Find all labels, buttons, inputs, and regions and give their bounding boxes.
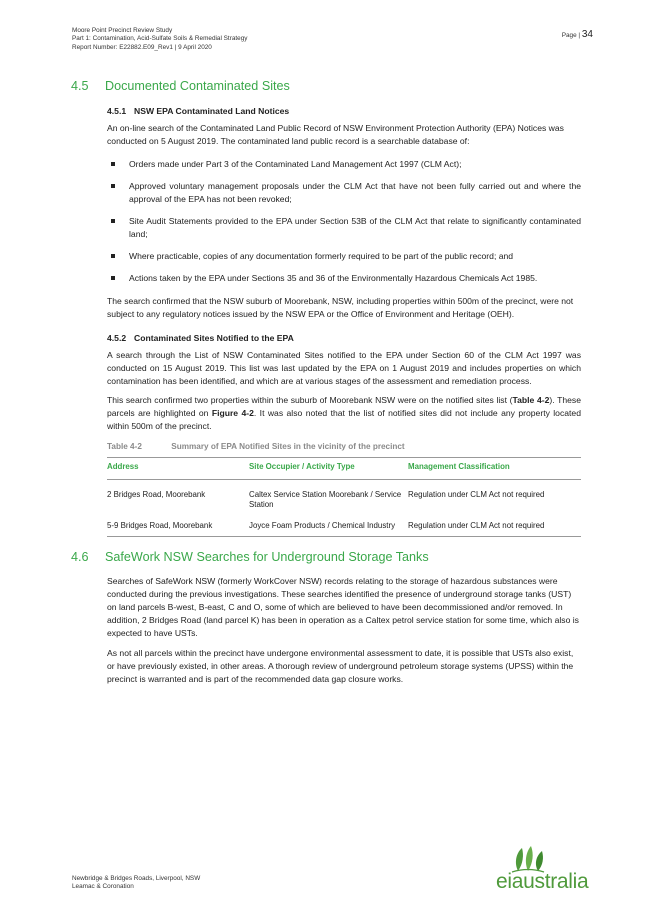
- logo-wordmark: eiaustralia: [496, 870, 589, 893]
- table-cell: Caltex Service Station Moorebank / Service Station: [249, 490, 402, 509]
- list-item: [107, 215, 581, 241]
- column-header-classification: Management Classification: [408, 458, 581, 480]
- column-header-occupier: Site Occupier / Activity Type: [249, 458, 408, 480]
- section-number: 4.6: [71, 550, 89, 564]
- table-caption: [107, 442, 581, 451]
- footer-line-2: Leamac & Coronation: [72, 883, 134, 891]
- leaf-logo-icon: [510, 845, 546, 873]
- table-caption-number: Table 4-2: [107, 442, 142, 451]
- list-item: [107, 250, 581, 263]
- text-run: ). These parcels are highlighted on: [107, 395, 581, 418]
- paragraph-upss-review: As not all parcels within the precinct have undergone environmental assessment to date, it is possible that USTs also exist, or have previously existed, in other areas. A thorough review of underground petroleum storage systems (UPSS) within the precinct is warranted and is part of the recommended data gap closure works.: [107, 648, 574, 684]
- subsection-4-5-1-heading: [107, 106, 581, 116]
- table-cell: 5-9 Bridges Road, Moorebank: [107, 515, 249, 537]
- header-line-2: Part 1: Contamination, Acid-Sulfate Soils & Remedial Strategy: [72, 35, 248, 43]
- running-footer: [72, 875, 200, 892]
- list-item: [107, 158, 581, 171]
- paragraph-search-conclusion: The search confirmed that the NSW suburb of Moorebank, NSW, including properties within 500m of the precinct, were not subject to any regulatory notices issued by the NSW EPA or the Office of Environment and Heritage (OEH).: [107, 296, 574, 319]
- figure-reference-link[interactable]: Figure 4-2: [211, 408, 254, 418]
- paragraph-search-results: [107, 394, 581, 433]
- text-run: . It was also noted that the list of notified sites did not include any property located within 500m of the precinct.: [107, 408, 581, 431]
- notified-sites-table: [107, 457, 581, 537]
- list-item: [107, 272, 581, 285]
- list-item-text: Actions taken by the EPA under Sections 35 and 36 of the Environmentally Hazardous Chemicals Act 1985.: [129, 273, 538, 283]
- main-content: [72, 79, 581, 686]
- paragraph-epa-search: An on-line search of the Contaminated Land Public Record of NSW Environment Protection Authority (EPA) Notices was conducted on 5 August 2019. The contaminated land public record is a searchable database of:: [107, 123, 564, 146]
- subsection-4-5-2-heading: [107, 333, 581, 343]
- table-reference-link[interactable]: Table 4-2: [512, 395, 550, 405]
- section-number: 4.5: [71, 79, 89, 93]
- list-item-text: Site Audit Statements provided to the EPA under Section 53B of the CLM Act that relate to significantly contaminated land;: [129, 216, 581, 239]
- page-label: Page |: [561, 32, 581, 39]
- list-item-text: Orders made under Part 3 of the Contaminated Land Management Act 1997 (CLM Act);: [129, 159, 462, 169]
- header-line-1: Moore Point Precinct Review Study: [72, 27, 173, 34]
- table-cell: Regulation under CLM Act not required: [408, 515, 581, 537]
- section-title: Documented Contaminated Sites: [105, 79, 290, 93]
- section-4-6-heading: [71, 550, 581, 564]
- table-cell: 2 Bridges Road, Moorebank: [107, 490, 206, 499]
- text-run: This search confirmed two properties within the suburb of Moorebank NSW were on the notified sites list (: [107, 395, 513, 405]
- table-caption-title: Summary of EPA Notified Sites in the vicinity of the precinct: [171, 442, 405, 451]
- table-row: [107, 515, 581, 537]
- section-title: SafeWork NSW Searches for Underground Storage Tanks: [105, 550, 429, 564]
- table-cell: Joyce Foam Products / Chemical Industry: [249, 515, 408, 537]
- footer-line-1: Newbridge & Bridges Roads, Liverpool, NSW: [72, 875, 201, 882]
- bullet-list: [107, 158, 581, 285]
- bullet-icon: [111, 254, 115, 258]
- list-item-text: Approved voluntary management proposals under the CLM Act that have not been fully carried out and where the approval of the EPA has not been revoked;: [129, 181, 581, 204]
- table-cell: Regulation under CLM Act not required: [408, 490, 545, 499]
- paragraph-notified-sites: A search through the List of NSW Contaminated Sites notified to the EPA under Section 60 of the CLM Act 1997 was conducted on 15 August 2019. This list was last updated by the EPA on 1 August 2019 and includes properties on which contamination has been identified, and which are at various stages of the assessment and remediation process.: [107, 350, 581, 386]
- bullet-icon: [111, 184, 115, 188]
- bullet-icon: [111, 219, 115, 223]
- subsection-number: 4.5.2: [107, 333, 127, 343]
- page-number: [562, 29, 593, 40]
- subsection-number: 4.5.1: [107, 106, 127, 116]
- bullet-icon: [111, 276, 115, 280]
- list-item-text: Where practicable, copies of any documentation formerly required to be part of the public record; and: [129, 251, 514, 261]
- paragraph-safework-search: Searches of SafeWork NSW (formerly WorkCover NSW) records relating to the storage of hazardous substances were conducted during the previous investigations. These searches identified the presence of underground storage tanks (UST) on land parcels B-west, B-east, C and O, some of which are believed to have been decommissioned and/or removed. In addition, 2 Bridges Road (land parcel K) has been in operation as a Caltex petrol service station for some time, which also is expected to have USTs.: [107, 576, 579, 638]
- subsection-title: NSW EPA Contaminated Land Notices: [134, 106, 290, 116]
- table-row: [107, 480, 581, 516]
- bullet-icon: [111, 162, 115, 166]
- header-line-3: Report Number: E22882.E09_Rev1 | 9 April 2020: [72, 43, 212, 51]
- company-logo: [496, 845, 596, 895]
- section-4-5-heading: [71, 79, 581, 93]
- page-number-value: 34: [581, 29, 593, 40]
- list-item: [107, 180, 581, 206]
- table-header-row: [107, 458, 581, 480]
- running-header: [72, 27, 247, 52]
- subsection-title: Contaminated Sites Notified to the EPA: [134, 333, 294, 343]
- column-header-address: Address: [107, 458, 249, 480]
